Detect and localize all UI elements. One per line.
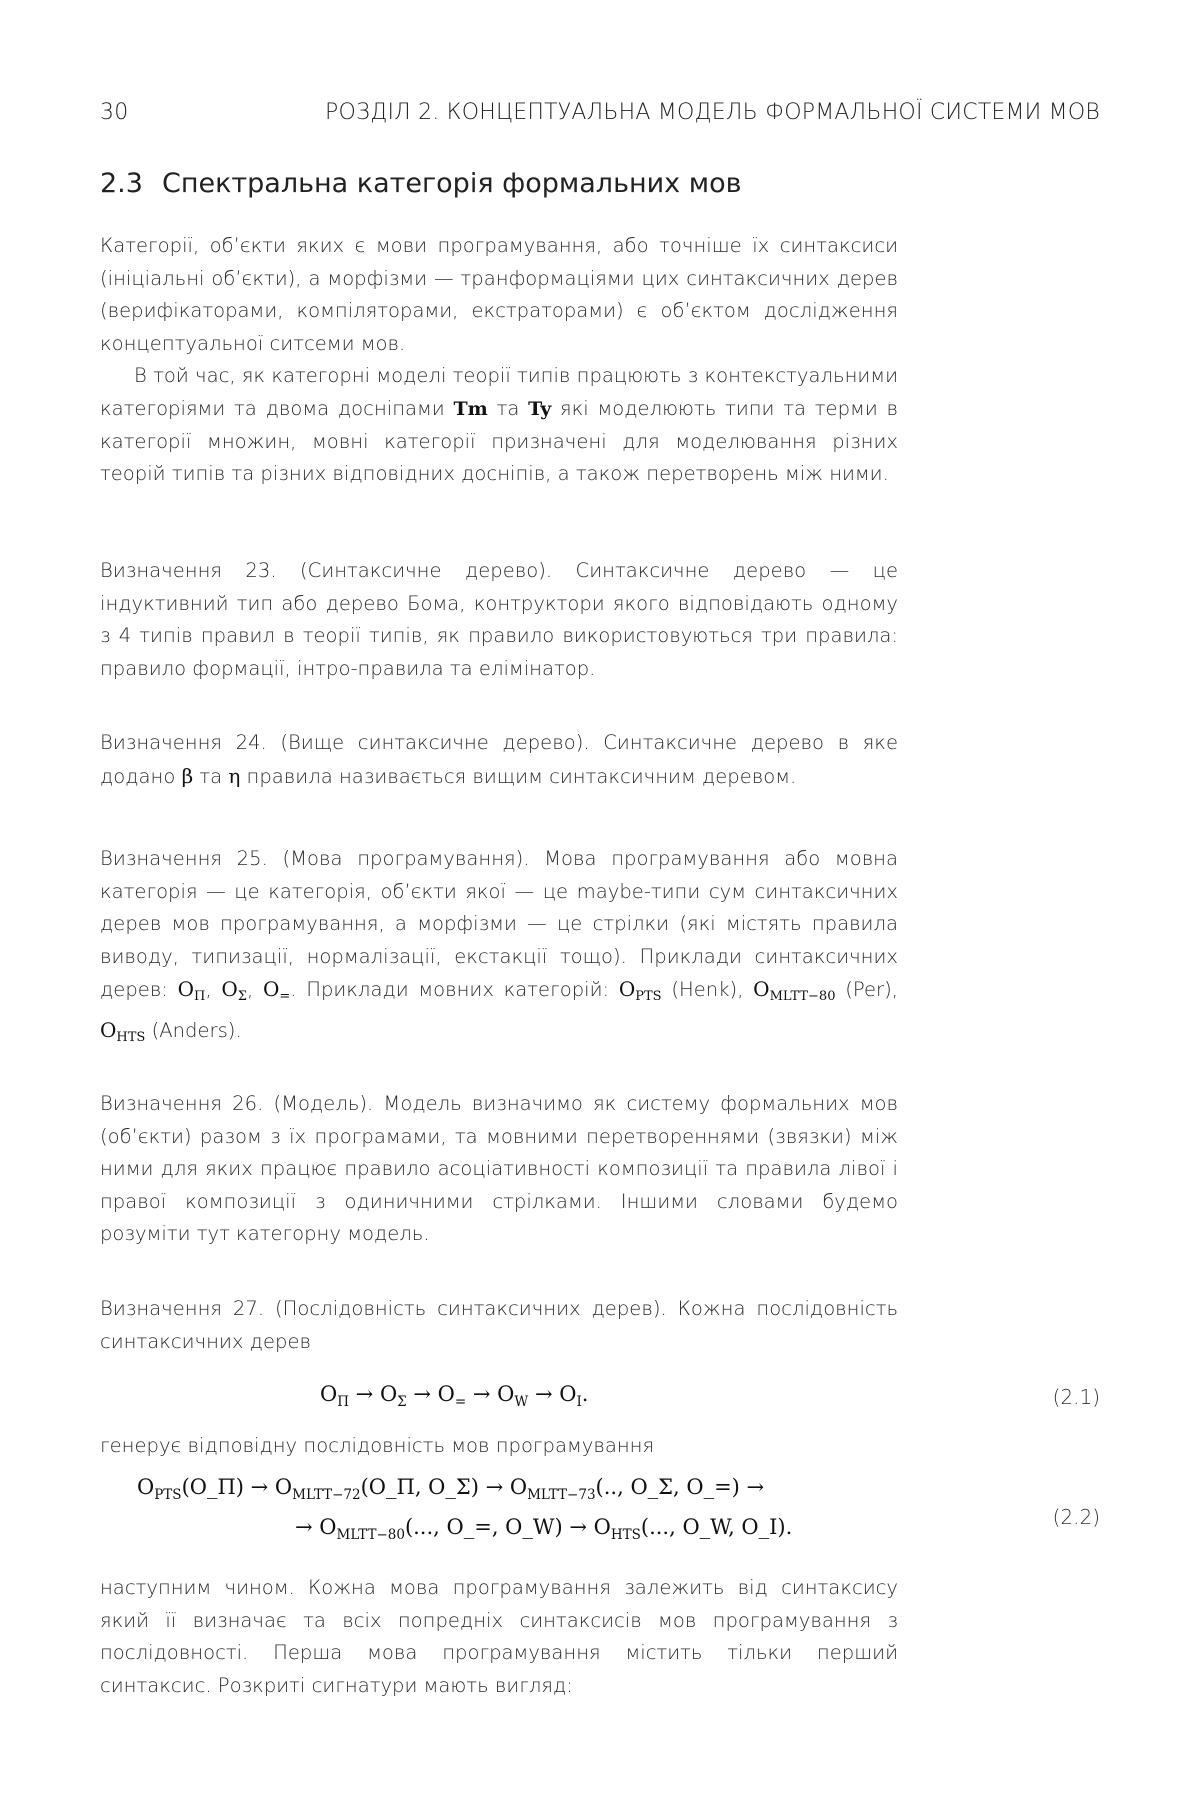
eta-symbol: η [228,763,241,788]
eq-sub: MLTT−72 [292,1487,361,1503]
definition-text: Визначення 25. (Мова програмування). Мова програмування або мовна категорія — це категорія, об’єкти якої — це maybe-типи сум синтаксичних дерев мов програмування, а морфізми — це стрілки (які містять правила виводу, типизації, нормалізації, екстакції тощо). Приклади синтаксичних дерев: $O_\Pi$, $O_\Sigma$, $O_=$. Приклади мовних категорій: $O_{PTS}$ (Henk), $O_{MLTT-80}$ (Per), $O_{HTS}$ (Anders). [100,847,898,1045]
paragraph-intro-1: Категорії, об’єкти яких є мови програмування, або точніше їх синтаксиси (ініціальні об’єкти), а морфізми — транформаціями цих синтаксичних дерев (верифікаторами, компіляторами, екстраторами) є об’єктом дослідження концептуальної ситсеми мов. [100,234,898,355]
eq-sub: = [454,1394,467,1410]
eq-sub: I [576,1394,582,1410]
definition-text: Визначення 23. (Синтаксичне дерево). Синтаксичне дерево — це індуктивний тип або дерево Бома, контруктори якого відповідають одному з 4 типів правил в теорії типів, як правило використовуються три правила: правило формації, інтро-правила та елімінатор. [100,559,898,680]
definition-27 [100,1293,898,1358]
lang-example: $O_{MLTT-80}$ [753,977,836,1005]
eq-args: (..., O_=, O_W) [404,1515,563,1539]
equation-2-2-line-2: → $O_{MLTT-80}$(..., O_=, O_W) → $O_{HTS}$(..., O_W, O_I). [295,1515,793,1543]
text-run: Визначення 25. (Мова програмування). Мова програмування або мовна категорія — це категорія, об’єкти якої — це maybe-типи сум синтаксичних дерев мов програмування, а морфізми — це стрілки (які містять правила виводу, типизації, нормалізації, екстакції тощо). Приклади синтаксичних дерев: [100,847,898,1002]
paragraph-intro-2 [100,360,898,490]
section-number: 2.3 [100,168,143,199]
equation-2-1: $O_\Pi \to O_\Sigma \to O_= \to O_W \to O_I$. [320,1382,589,1410]
definition-text: Визначення 26. (Модель). Модель визначимо як систему формальних мов (об’єкти) разом з їх програмами, та мовними перетвореннями (звязки) між ними для яких працює правило асоціативності композиції та правила лівої і правої композиції з одиничними стрілками. Іншими словами будемо розуміти тут категорну модель. [100,1092,898,1246]
text-run: правила називається вищим синтаксичним деревом. [240,764,797,788]
eq-args: (..., O_W, O_I). [640,1515,793,1539]
running-header [100,100,1100,134]
eq-sub: HTS [610,1527,641,1543]
definition-23 [100,555,898,685]
lang-example: $O_{PTS}$ [618,977,662,1005]
definition-text [100,727,898,793]
section-title: Спектральна категорія формальних мов [162,168,742,199]
definition-25 [100,843,898,1055]
equation-number: (2.1) [1052,1385,1100,1409]
eq-args: (O_Π, O_Σ) [360,1475,479,1499]
eq-sub: Σ [397,1394,407,1410]
lang-author: (Anders) [151,1018,236,1042]
text-run: Визначення 24. (Вище синтаксичне дерево). Синтаксичне дерево в яке додано [100,731,898,788]
paragraph-text: наступним чином. Кожна мова програмування залежить від синтаксису який її визначає та всіх попредніх синтаксисів мов програмування з послідовності. Перша мова програмування містить тільки перший синтаксис. Розкриті сигнатури мають вигляд: [100,1576,898,1697]
eq-sub: MLTT−73 [527,1487,596,1503]
eq-sub: MLTT−80 [336,1527,405,1543]
definition-24 [100,727,898,793]
section-heading [100,168,742,199]
definition-26 [100,1088,898,1251]
lang-example: $O_{HTS}$ [100,1017,146,1045]
intro-paragraphs [100,230,898,491]
tm-symbol: Tm [453,397,488,420]
eq-args: (O_Π) [181,1475,244,1499]
lang-author: (Per) [845,978,892,1002]
text-run: В той час, як категорні моделі теорії типів працюють з контекстуальними категоріями та двома досніпами [100,364,898,420]
closing-paragraph [100,1572,898,1702]
eq-sub: Π [337,1394,349,1410]
chapter-running-title: РОЗДІЛ 2. КОНЦЕПТУАЛЬНА МОДЕЛЬ ФОРМАЛЬНОЇ СИСТЕМИ МОВ [325,100,1100,125]
between-text [100,1430,898,1463]
page-number: 30 [100,100,129,125]
tree-example: $O_\Sigma$ [221,977,247,1005]
text-run: генерує відповідну послідовність мов програмування [100,1434,655,1457]
definition-text: Визначення 27. (Послідовність синтаксичних дерев). Кожна послідовність синтаксичних дерев [100,1297,898,1353]
lang-author: (Henk) [671,978,738,1002]
text-run: та [193,764,229,788]
eq-sub: W [514,1394,529,1410]
text-run: Приклади мовних категорій: [306,978,619,1002]
eq-sub: PTS [154,1487,182,1503]
equation-2-2-line-1: $O_{PTS}(O\_\Pi)$ → $O_{MLTT-72}(O\_\Pi$, O_Σ) → $O_{MLTT-73}$(.., O_Σ, O_=) → [137,1475,765,1503]
equation-number: (2.2) [1052,1505,1100,1529]
ty-symbol: Ty [528,397,552,420]
beta-symbol: β [181,763,194,788]
tree-example: $O_\Pi$ [177,977,206,1005]
text-run: та [487,396,529,420]
tree-example: $O_=$ [262,977,291,1005]
eq-args: (.., O_Σ, O_=) [595,1475,740,1499]
text-run: які моделюють типи та терми в категорії множин, мовні категорії призначені для моделювання різних теорій типів та різних відповідних досніпів, а також перетворень між ними. [100,396,899,486]
